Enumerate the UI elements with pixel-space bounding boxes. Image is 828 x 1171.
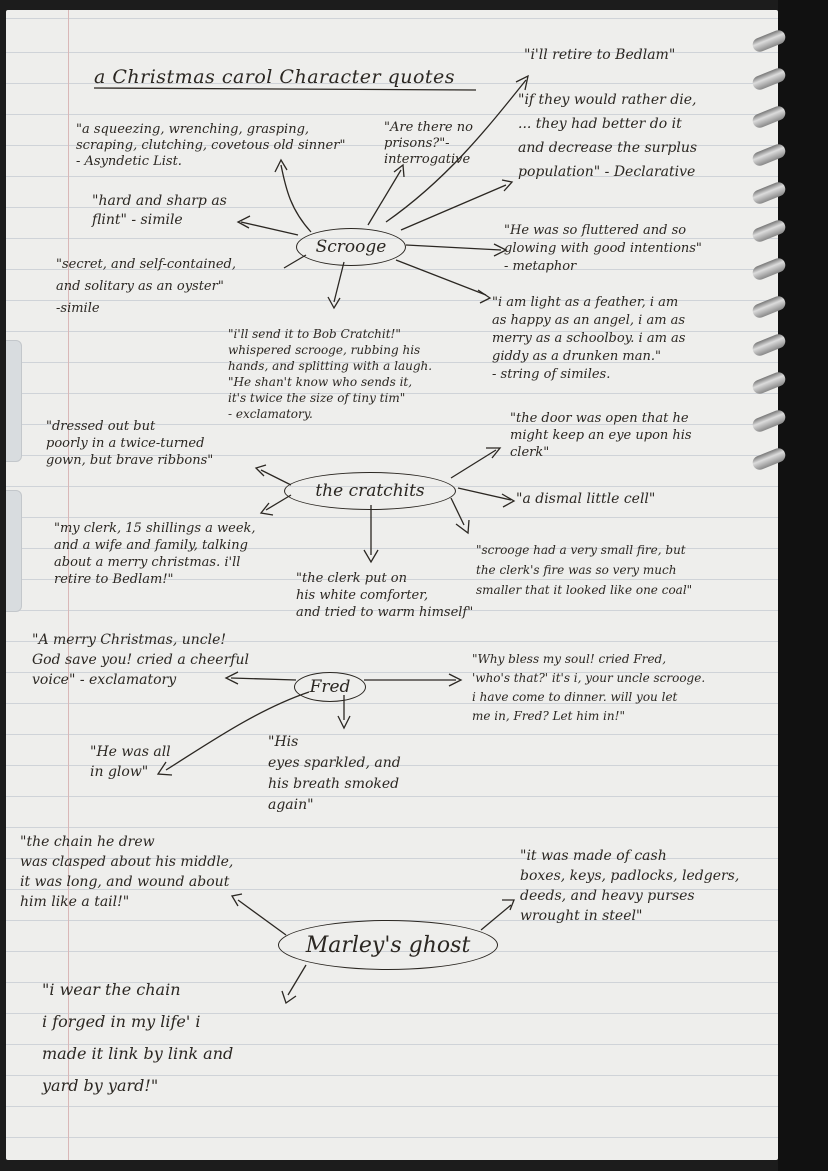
scrooge-quote: "a squeezing, wrenching, grasping, scraping, clutching, covetous old sinner" - Asyndetic List.: [76, 122, 346, 169]
page-title: a Christmas carol Character quotes: [94, 66, 456, 88]
hub-fred: Fred: [294, 672, 366, 702]
cratchit-quote: "the door was open that he might keep an eye upon his clerk": [510, 411, 692, 460]
cratchit-quote: "a dismal little cell": [516, 491, 656, 507]
cratchit-quote: "scrooge had a very small fire, but the clerk's fire was so very much smaller that it looked like one coal": [476, 543, 693, 597]
hub-marley: Marley's ghost: [278, 920, 498, 970]
fred-quote: "Why bless my soul! cried Fred, 'who's that?' it's i, your uncle scrooge. i have come to dinner. will you let me in, Fred? Let him in!": [472, 652, 706, 723]
notebook-binding-background: [778, 0, 828, 1171]
scrooge-quote: "Are there no prisons?"- interrogative: [384, 120, 473, 167]
fred-quote: "He was all in glow": [90, 744, 171, 780]
cratchit-quote: "the clerk put on his white comforter, and tried to warm himself": [296, 571, 474, 620]
fred-quote: "His eyes sparkled, and his breath smoked again": [268, 734, 401, 813]
hub-scrooge: Scrooge: [296, 228, 406, 266]
scrooge-quote: "i'll send it to Bob Cratchit!" whispered scrooge, rubbing his hands, and splitting with a laugh. "He shan't know who sends it, it's twice the size of tiny tim" - exclamatory.: [228, 327, 433, 421]
scrooge-quote: "if they would rather die, ... they had better do it and decrease the surplus population" - Declarative: [518, 92, 698, 180]
marley-quote: "the chain he drew was clasped about his middle, it was long, and wound about him like a tail!": [20, 834, 234, 910]
hub-cratchits: the cratchits: [284, 472, 456, 510]
cratchit-quote: "dressed out but poorly in a twice-turned gown, but brave ribbons": [46, 419, 214, 468]
fred-quote: "A merry Christmas, uncle! God save you! cried a cheerful voice" - exclamatory: [32, 632, 249, 688]
scrooge-quote: "He was so fluttered and so glowing with good intentions" - metaphor: [504, 223, 702, 274]
scrooge-quote: "i am light as a feather, i am as happy as an angel, i am as merry as a schoolboy. i am as giddy as a drunken man." - string of similes.: [492, 295, 686, 382]
notebook-page: [6, 10, 778, 1160]
marley-quote: "it was made of cash boxes, keys, padlocks, ledgers, deeds, and heavy purses wrought in steel": [520, 848, 740, 924]
scrooge-quote: "secret, and self-contained, and solitary as an oyster" -simile: [56, 257, 236, 316]
scrooge-quote: "i'll retire to Bedlam": [524, 47, 676, 63]
scrooge-quote: "hard and sharp as flint" - simile: [92, 193, 227, 228]
marley-quote: "i wear the chain i forged in my life' i made it link by link and yard by yard!": [42, 980, 234, 1095]
cratchit-quote: "my clerk, 15 shillings a week, and a wife and family, talking about a merry christmas. i'll retire to Bedlam!": [54, 521, 256, 587]
